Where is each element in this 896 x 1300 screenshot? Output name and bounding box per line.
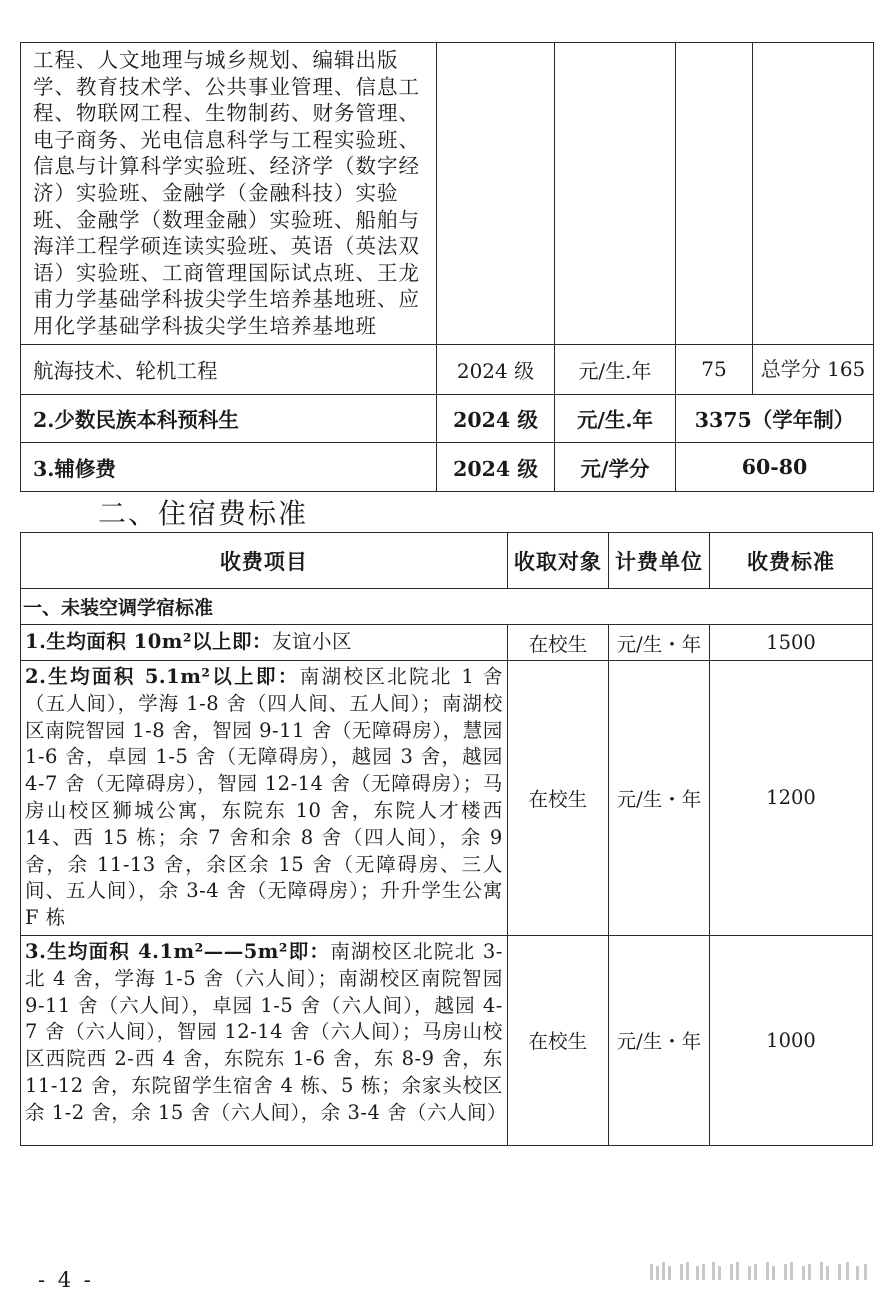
unit-cell: 元/学分: [555, 442, 676, 491]
item-cell: 3.辅修费: [21, 442, 437, 491]
column-header-target: 收取对象: [507, 533, 608, 589]
unit-cell: 元/生.年: [555, 344, 676, 394]
table-row: [21, 935, 873, 1145]
standard-cell: 60-80: [676, 442, 874, 491]
item-cell: 2.生均面积 5.1m²以上即：南湖校区北院北 1 舍（五人间），学海 1-8 舍（四人间、五人间）；南湖校区南院智园 1-8 舍，智园 9-11 舍（无障碍房），慧园 1-6 舍，卓园 1-5 舍（无障碍房），越园 3 舍，越园 4-7 舍（无障碍房），智园 12-14 舍（无障碍房）；马房山校区狮城公寓，东院东 10 舍，东院人才楼西 14、西 15 栋；余 7 舍和余 8 舍（四人间），余 9 舍，余 11-13 舍，余区余 15 舍（无障碍房、三人间、五人间），余 3-4 舍（无障碍房）；升升学生公寓 F 栋: [21, 661, 508, 936]
page-number: - 4 -: [38, 1268, 94, 1292]
target-cell: 在校生: [507, 625, 608, 661]
table-row: [21, 344, 874, 394]
standard-cell: 1000: [710, 935, 873, 1145]
unit-cell: 元/生.年: [555, 394, 676, 442]
table-row: [21, 442, 874, 491]
watermark-icon: [640, 1258, 880, 1288]
unit-cell: 元/生・年: [608, 661, 709, 936]
section-heading: 二、住宿费标准: [98, 497, 309, 530]
grade-cell: 2024 级: [437, 442, 555, 491]
grade-cell: 2024 级: [437, 344, 555, 394]
fee-cell: 75: [676, 344, 753, 394]
program-list: 工程、人文地理与城乡规划、编辑出版学、教育技术学、公共事业管理、信息工程、物联网工程、生物制药、财务管理、电子商务、光电信息科学与工程实验班、信息与计算科学实验班、经济学（数字经济）实验班、金融学（金融科技）实验班、金融学（数理金融）实验班、船舶与海洋工程学硕连读实验班、英语（英法双语）实验班、工商管理国际试点班、王龙甫力学基础学科拔尖学生培养基地班、应用化学基础学科拔尖学生培养基地班: [21, 43, 437, 345]
tuition-table: [20, 42, 874, 492]
column-header-unit: 计费单位: [608, 533, 709, 589]
item-cell: 航海技术、轮机工程: [21, 344, 437, 394]
section-label: 一、未装空调学宿标准: [21, 589, 873, 625]
standard-cell: 1500: [710, 625, 873, 661]
column-header-item: 收费项目: [21, 533, 508, 589]
accommodation-table: [20, 532, 873, 1146]
item-cell: 2.少数民族本科预科生: [21, 394, 437, 442]
item-cell: 1.生均面积 10m²以上即：友谊小区: [21, 625, 508, 661]
note-cell: 总学分 165: [753, 344, 874, 394]
item-cell: 3.生均面积 4.1m²——5m²即：南湖校区北院北 3-北 4 舍，学海 1-5 舍（六人间）；南湖校区南院智园 9-11 舍（六人间），卓园 1-5 舍（六人间），越园 4-7 舍（六人间），智园 12-14 舍（六人间）；马房山校区西院西 2-西 4 舍，东院东 1-6 舍，东 8-9 舍，东 11-12 舍，东院留学生宿舍 4 栋、5 栋；余家头校区余 1-2 舍，余 15 舍（六人间），余 3-4 舍（六人间）: [21, 935, 508, 1145]
column-header-standard: 收费标准: [710, 533, 873, 589]
table-row: [21, 625, 873, 661]
target-cell: 在校生: [507, 661, 608, 936]
unit-cell: 元/生・年: [608, 935, 709, 1145]
table-row: [21, 394, 874, 442]
standard-cell: 1200: [710, 661, 873, 936]
table-row: [21, 43, 874, 345]
grade-cell: 2024 级: [437, 394, 555, 442]
table-header-row: [21, 533, 873, 589]
table-row: [21, 661, 873, 936]
section-row: [21, 589, 873, 625]
target-cell: 在校生: [507, 935, 608, 1145]
standard-cell: 3375（学年制）: [676, 394, 874, 442]
unit-cell: 元/生・年: [608, 625, 709, 661]
